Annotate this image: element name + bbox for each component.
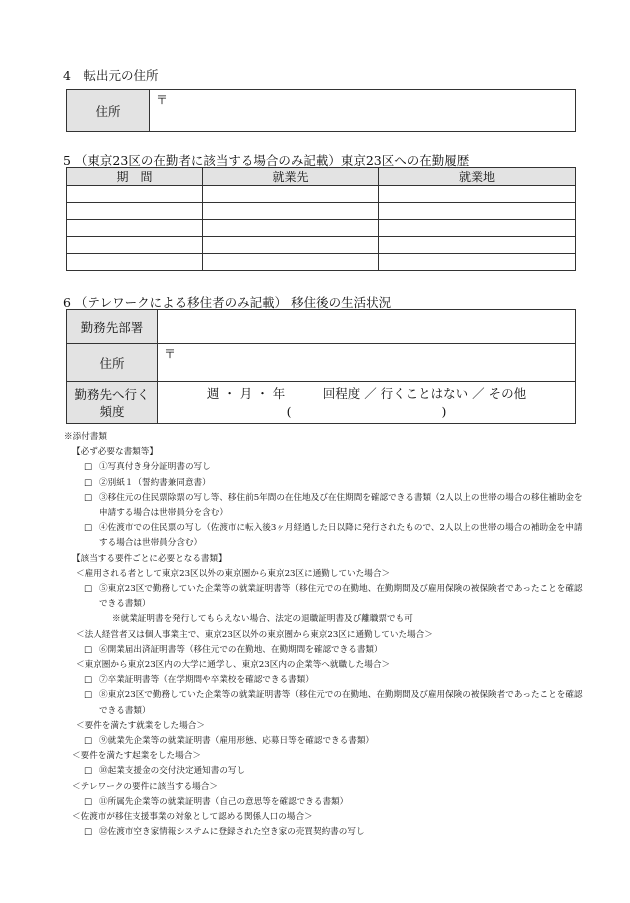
case-heading: ＜法人経営者又は個人事業主で、東京23区以外の東京圏から東京23区に通勤していた場合＞: [76, 629, 433, 640]
table-cell[interactable]: [379, 237, 576, 254]
table-cell[interactable]: [379, 254, 576, 271]
checkbox-icon[interactable]: □: [84, 644, 93, 655]
checkbox-icon[interactable]: □: [84, 492, 93, 503]
frequency-label-line2: 頻度: [99, 403, 125, 419]
item5-note: ※就業証明書を発行してもらえない場合、法定の退職証明書及び離職票でも可: [112, 614, 413, 625]
table-row: [67, 186, 576, 203]
case-heading: ＜東京圏から東京23区内の大学に通学し、東京23区内の企業等へ就職した場合＞: [76, 660, 391, 671]
table-row: [67, 203, 576, 220]
table-cell[interactable]: [67, 254, 203, 271]
list-item: □ ⑫佐渡市空き家情報システムに登録された空き家の売買契約書の写し: [64, 825, 584, 840]
checkbox-icon[interactable]: □: [84, 690, 93, 701]
list-item: □ ⑩起業支援金の交付決定通知書の写し: [64, 764, 584, 779]
checkbox-icon[interactable]: □: [84, 462, 93, 473]
list-item: □ ⑤東京23区で勤務していた企業等の就業証明書等（移住元での在勤地、在勤期間及び雇用保険の被保険者であったことを確認できる書類）: [84, 584, 583, 610]
table-cell[interactable]: [379, 220, 576, 237]
list-item: □ ⑧東京23区で勤務していた企業等の就業証明書等（移住元での在勤地、在勤期間及び雇用保険の被保険者であったことを確認できる書類）: [84, 690, 583, 716]
frequency-label: [67, 382, 158, 424]
list-item: □ ⑦卒業証明書等（在学期間や卒業校を確認できる書類）: [64, 673, 584, 688]
case-heading: ＜要件を満たす起業をした場合＞: [72, 751, 201, 762]
table-cell[interactable]: [67, 220, 203, 237]
attachments-list: [64, 430, 584, 840]
workplace-label: 勤務先部署: [67, 310, 158, 344]
required-heading: 【必ず必要な書類等】: [72, 447, 158, 458]
case-heading: ＜雇用される者として東京23区以外の東京圏から東京23区に通勤していた場合＞: [76, 568, 391, 579]
column-employer: 就業先: [203, 168, 379, 186]
table-cell[interactable]: [67, 237, 203, 254]
attachments-heading: ※添付書類: [64, 432, 107, 442]
zip-mark: 〒: [156, 93, 169, 107]
column-work-location: 就業地: [379, 168, 576, 186]
list-item: □ ⑥開業届出済証明書等（移住元での在勤地、在勤期間を確認できる書類）: [64, 643, 584, 658]
origin-address-field[interactable]: [150, 90, 576, 132]
checkbox-icon[interactable]: □: [84, 477, 93, 488]
checkbox-icon[interactable]: □: [84, 736, 93, 747]
table-row: [67, 237, 576, 254]
section5-title: 5 （東京23区の在勤者に該当する場合のみ記載）東京23区への在勤履歴: [63, 153, 470, 168]
zip-mark: 〒: [164, 347, 177, 361]
checkbox-icon[interactable]: □: [84, 796, 93, 807]
case-heading: ＜要件を満たす就業をした場合＞: [76, 720, 205, 731]
section6-title: 6 （テレワークによる移住者のみ記載） 移住後の生活状況: [63, 295, 392, 310]
frequency-field[interactable]: [158, 382, 576, 424]
list-item: □ ⑨就業先企業等の就業証明書（雇用形態、応募日等を確認できる書類）: [64, 734, 584, 749]
table-row: [67, 254, 576, 271]
list-item: □ ②別紙１（誓約書兼同意書）: [64, 476, 584, 491]
checkbox-icon[interactable]: □: [84, 827, 93, 838]
address-label: 住所: [67, 90, 150, 132]
list-item: □ ⑪所属先企業等の就業証明書（自己の意思等を確認できる書類）: [64, 795, 584, 810]
table-cell[interactable]: [203, 220, 379, 237]
table-cell[interactable]: [203, 237, 379, 254]
table-cell[interactable]: [67, 186, 203, 203]
table-row: [67, 220, 576, 237]
table-cell[interactable]: [203, 186, 379, 203]
list-item: □ ③移住元の住民票除票の写し等、移住前5年間の在住地及び在住期間を確認できる書類（2人以上の世帯の場合の移住補助金を申請する場合は世帯員分を含む）: [84, 492, 583, 519]
section4-title: 4 転出元の住所: [63, 68, 159, 83]
frequency-other-blank: ( ): [286, 403, 447, 419]
table-cell[interactable]: [67, 203, 203, 220]
checkbox-icon[interactable]: □: [84, 584, 93, 595]
case-heading: ＜佐渡市が移住支援事業の対象として認める関係人口の場合＞: [72, 812, 313, 823]
column-period: 期 間: [67, 168, 203, 186]
frequency-options: 週 ・ 月 ・ 年 回程度 ／ 行くことはない ／ その他: [206, 385, 527, 401]
conditional-heading: 【該当する要件ごとに必要となる書類】: [72, 553, 227, 564]
checkbox-icon[interactable]: □: [84, 766, 93, 777]
frequency-label-line1: 勤務先へ行く: [74, 386, 150, 402]
case-heading: ＜テレワークの要件に該当する場合＞: [72, 781, 218, 792]
table-cell[interactable]: [203, 203, 379, 220]
work-history-table: [66, 167, 576, 271]
origin-address-table: [66, 89, 576, 132]
checkbox-icon[interactable]: □: [84, 523, 93, 534]
new-address-label: 住所: [67, 344, 158, 382]
list-item: □ ④佐渡市での住民票の写し（佐渡市に転入後3ヶ月経過した日以降に発行されたもので、2人以上の世帯の場合の補助金を申請する場合は世帯員分含む）: [84, 523, 583, 549]
new-address-field[interactable]: [158, 344, 576, 382]
checkbox-icon[interactable]: □: [84, 675, 93, 686]
table-cell[interactable]: [379, 186, 576, 203]
list-item: □ ①写真付き身分証明書の写し: [64, 460, 584, 475]
telework-table: [66, 309, 576, 424]
table-cell[interactable]: [203, 254, 379, 271]
table-cell[interactable]: [379, 203, 576, 220]
workplace-field[interactable]: [158, 310, 576, 344]
